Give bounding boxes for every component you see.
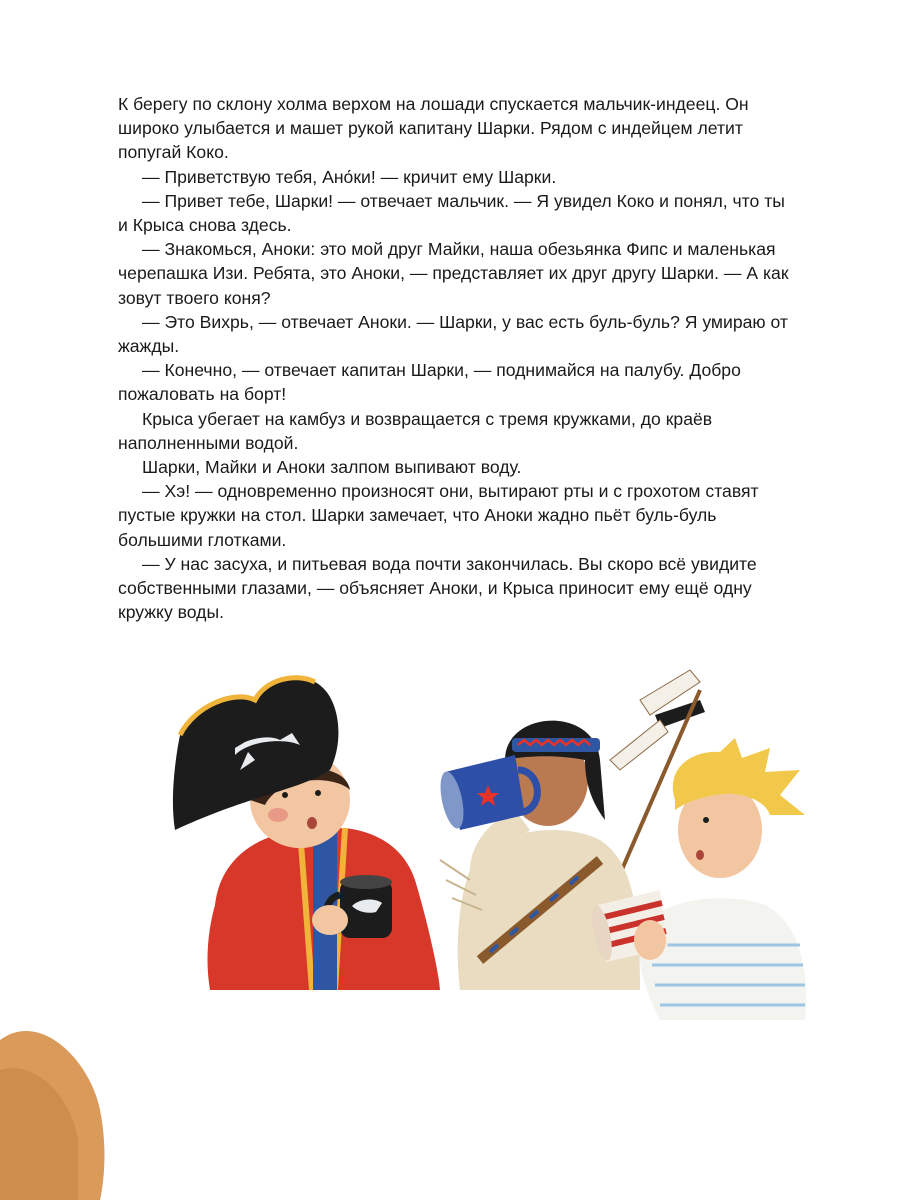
paragraph-10: — У нас засуха, и питьевая вода почти закончилась. Вы скоро всё увидите собственными глазами, — объясняет Аноки, и Крыса приносит ему ещё одну кружку воды. — [118, 553, 757, 623]
story-text — [118, 92, 798, 624]
paragraph-9: — Хэ! — одновременно произносят они, вытирают рты и с грохотом ставят пустые кружки на стол. Шарки замечает, что Аноки жадно пьёт буль-буль большими глотками. — [118, 481, 759, 550]
pirate-cheek — [268, 808, 288, 822]
feather-3 — [610, 720, 668, 770]
paragraph-3: — Привет тебе, Шарки! — отвечает мальчик. — Я увидел Коко и понял, что ты и Крыса снова здесь. — [118, 190, 785, 236]
pirate-eye-left — [282, 792, 288, 798]
mikey-hand — [634, 920, 666, 960]
pirate-sharky — [173, 678, 440, 990]
paragraph-6: — Конечно, — отвечает капитан Шарки, — поднимайся на палубу. Добро пожаловать на борт! — [118, 360, 741, 405]
pirate-eye-right — [315, 790, 321, 796]
paragraph-7: Крыса убегает на камбуз и возвращается с тремя кружками, до краёв наполненными водой. — [118, 408, 713, 453]
paragraph-1: К берегу по склону холма верхом на лошади спускается мальчик-индеец. Он широко улыбается и машет рукой капитану Шарки. Рядом с индейцем летит попугай Коко. — [118, 94, 749, 163]
paragraph-8: Шарки, Майки и Аноки залпом выпивают воду. — [142, 457, 522, 478]
pirate-hand — [312, 905, 348, 935]
paragraph-5: — Это Вихрь, — отвечает Аноки. — Шарки, у вас есть буль-буль? Я умираю от жажды. — [118, 311, 788, 357]
pirate-mouth — [307, 817, 317, 829]
mikey-mouth — [696, 850, 704, 860]
illustration — [0, 640, 900, 1200]
paragraph-4: — Знакомься, Аноки: это мой друг Майки, наша обезьянка Фипс и маленькая черепашка Изи. Ребята, это Аноки, — представляет их друг другу Шарки. — А как зовут твоего коня? — [118, 239, 789, 308]
paragraph-2: — Приветствую тебя, Ано́ки! — кричит ему Шарки. — [142, 166, 557, 187]
mikey-eye — [703, 817, 709, 823]
